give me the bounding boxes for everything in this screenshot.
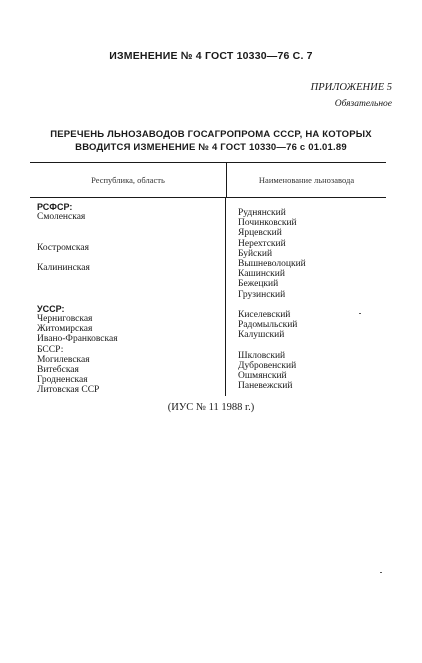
region-line: БССР: bbox=[37, 344, 64, 355]
plant-line: Починковский bbox=[238, 218, 297, 229]
region-line bbox=[37, 222, 225, 232]
plant-line: Вышневолоцкий bbox=[238, 258, 306, 269]
document-title bbox=[30, 128, 392, 154]
plant-line bbox=[238, 300, 386, 310]
region-line: Калининская bbox=[37, 263, 90, 274]
plant-column bbox=[226, 198, 386, 396]
region-line: Житомирская bbox=[37, 324, 93, 335]
region-line bbox=[37, 233, 225, 243]
region-column bbox=[30, 198, 226, 396]
plant-line: Дубровенский bbox=[238, 360, 297, 371]
plant-line: Кашинский bbox=[238, 269, 285, 280]
plant-line: Радомыльский bbox=[238, 320, 298, 331]
plant-line: Шкловский bbox=[238, 350, 286, 361]
scan-speck bbox=[380, 572, 382, 573]
appendix-subtitle: Обязательное bbox=[334, 99, 392, 109]
header-region: Республика, область bbox=[30, 163, 227, 197]
plant-line: Руднянский bbox=[238, 208, 286, 218]
region-line: Костромская bbox=[37, 242, 89, 253]
plant-line: Бежецкий bbox=[238, 279, 279, 290]
plant-line: Грузинский bbox=[238, 289, 286, 300]
region-line bbox=[37, 284, 225, 294]
page-header: ИЗМЕНЕНИЕ № 4 ГОСТ 10330—76 С. 7 bbox=[109, 50, 313, 62]
region-line bbox=[37, 253, 225, 263]
scan-speck bbox=[359, 313, 361, 314]
document-title-line2: ВВОДИТСЯ ИЗМЕНЕНИЕ № 4 ГОСТ 10330—76 с 01.01.89 bbox=[75, 142, 347, 153]
header-plant-name: Наименование льнозавода bbox=[258, 175, 355, 185]
flax-plants-table bbox=[30, 162, 386, 396]
region-line: УССР: bbox=[37, 303, 65, 314]
footer-reference: (ИУС № 11 1988 г.) bbox=[167, 402, 255, 413]
plant-line: Ошмянский bbox=[238, 371, 287, 381]
region-line: Черниговская bbox=[37, 314, 93, 325]
region-line: РСФСР: bbox=[37, 202, 73, 212]
region-line: Могилевская bbox=[37, 354, 90, 365]
plant-line: Нерехтский bbox=[238, 238, 286, 249]
region-line bbox=[37, 294, 225, 304]
plant-line: Буйский bbox=[238, 248, 273, 259]
appendix-label bbox=[311, 80, 392, 112]
region-line bbox=[37, 273, 225, 283]
table-body bbox=[30, 198, 386, 396]
region-line: Литовская ССР bbox=[37, 385, 100, 396]
plant-line bbox=[238, 340, 386, 350]
region-line: Гродненская bbox=[37, 375, 88, 386]
plant-line: Калушский bbox=[238, 330, 285, 341]
region-line: Витебская bbox=[37, 365, 79, 375]
table-header-row bbox=[30, 163, 386, 198]
plant-line: Киселевский bbox=[238, 309, 291, 320]
document-title-line1: ПЕРЕЧЕНЬ ЛЬНОЗАВОДОВ ГОСАГРОПРОМА СССР, НА КОТОРЫХ bbox=[50, 129, 372, 140]
appendix-title: ПРИЛОЖЕНИЕ 5 bbox=[310, 82, 392, 93]
plant-line: Ярцевский bbox=[238, 228, 282, 239]
region-line: Смоленская bbox=[37, 212, 86, 223]
region-line: Ивано-Франковская bbox=[37, 334, 118, 345]
plant-line: Паневежский bbox=[238, 381, 293, 392]
